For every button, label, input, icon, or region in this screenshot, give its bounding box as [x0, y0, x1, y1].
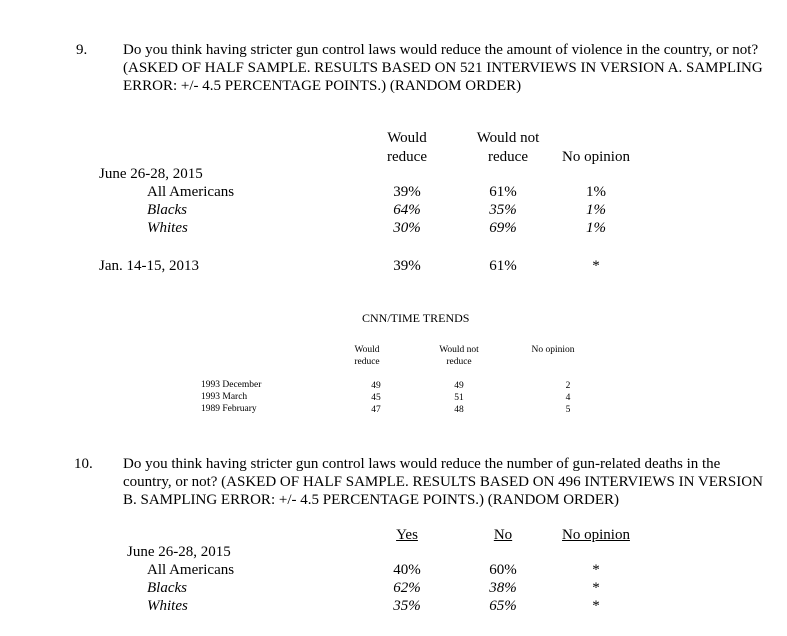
trends-header-would-reduce: Would reduce: [354, 345, 380, 367]
q10-cell: *: [592, 562, 600, 578]
q9-cell: 30%: [393, 220, 421, 236]
q9-date-2015: June 26-28, 2015: [99, 166, 203, 182]
q9-cell: 61%: [489, 184, 517, 200]
q10-cell: 35%: [393, 598, 421, 614]
q10-header-no-opinion: No opinion: [562, 527, 630, 543]
q10-row-label: Blacks: [147, 580, 187, 596]
trends-row-label: 1993 December: [201, 380, 262, 390]
q10-date-2015: June 26-28, 2015: [127, 544, 231, 560]
q9-date-2013: Jan. 14-15, 2013: [99, 258, 199, 274]
trends-title: CNN/TIME TRENDS: [362, 311, 470, 325]
trends-header-no-opinion: No opinion: [531, 345, 575, 355]
q10-row-label: All Americans: [147, 562, 235, 578]
q10-cell: 38%: [489, 580, 517, 596]
q9-cell: 69%: [489, 220, 517, 236]
trends-cell: 5: [565, 405, 571, 415]
trends-cell: 45: [371, 393, 381, 403]
q10-cell: 60%: [489, 562, 517, 578]
q9-cell: 61%: [489, 258, 517, 274]
q10-cell: *: [592, 580, 600, 596]
q10-cell: 65%: [489, 598, 517, 614]
question-10-number: 10.: [74, 456, 93, 472]
trends-cell: 4: [565, 393, 571, 403]
q10-header-no: No: [493, 527, 513, 543]
q10-cell: *: [592, 598, 600, 614]
trends-cell: 47: [371, 405, 381, 415]
q9-cell: 39%: [393, 258, 421, 274]
q9-header-would-not-reduce: Would not reduce: [476, 130, 540, 165]
q10-row-label: Whites: [147, 598, 188, 614]
trends-header-would-not-reduce: Would not reduce: [439, 345, 479, 367]
q9-row-label: All Americans: [147, 184, 235, 200]
question-10-text: Do you think having stricter gun control laws would reduce the number of gun-related deaths in the country, or not? (ASKED OF HALF SAMPLE. RESULTS BASED ON 496 INTERVIEWS IN VERSION B. SAMPLING ERROR: +/- 4.5 PERCENTAGE POINTS.) (RANDOM ORDER): [123, 456, 763, 508]
q9-row-label: Whites: [147, 220, 188, 236]
q9-cell: 1%: [586, 202, 606, 218]
trends-row-label: 1993 March: [201, 392, 248, 402]
q9-cell: 1%: [586, 220, 606, 236]
trends-cell: 48: [454, 405, 464, 415]
q9-row-label: Blacks: [147, 202, 187, 218]
q9-header-no-opinion: No opinion: [562, 149, 630, 165]
q9-cell: 39%: [393, 184, 421, 200]
trends-cell: 49: [454, 381, 464, 391]
q10-cell: 40%: [393, 562, 421, 578]
q9-cell: 64%: [393, 202, 421, 218]
q9-cell: *: [592, 258, 600, 274]
q10-header-yes: Yes: [396, 527, 418, 543]
q9-cell: 1%: [586, 184, 606, 200]
question-9-text: Do you think having stricter gun control laws would reduce the amount of violence in the country, or not? (ASKED OF HALF SAMPLE. RESULTS BASED ON 521 INTERVIEWS IN VERSION A. SAMPLING ERROR: +/- 4.5 PERCENTAGE POINTS.) (RANDOM ORDER): [123, 42, 763, 94]
trends-row-label: 1989 February: [201, 404, 257, 414]
trends-cell: 51: [454, 393, 464, 403]
question-9-number: 9.: [76, 42, 88, 58]
q9-cell: 35%: [489, 202, 517, 218]
q9-header-would-reduce: Would reduce: [387, 130, 427, 165]
q10-cell: 62%: [393, 580, 421, 596]
trends-cell: 49: [371, 381, 381, 391]
trends-cell: 2: [565, 381, 571, 391]
